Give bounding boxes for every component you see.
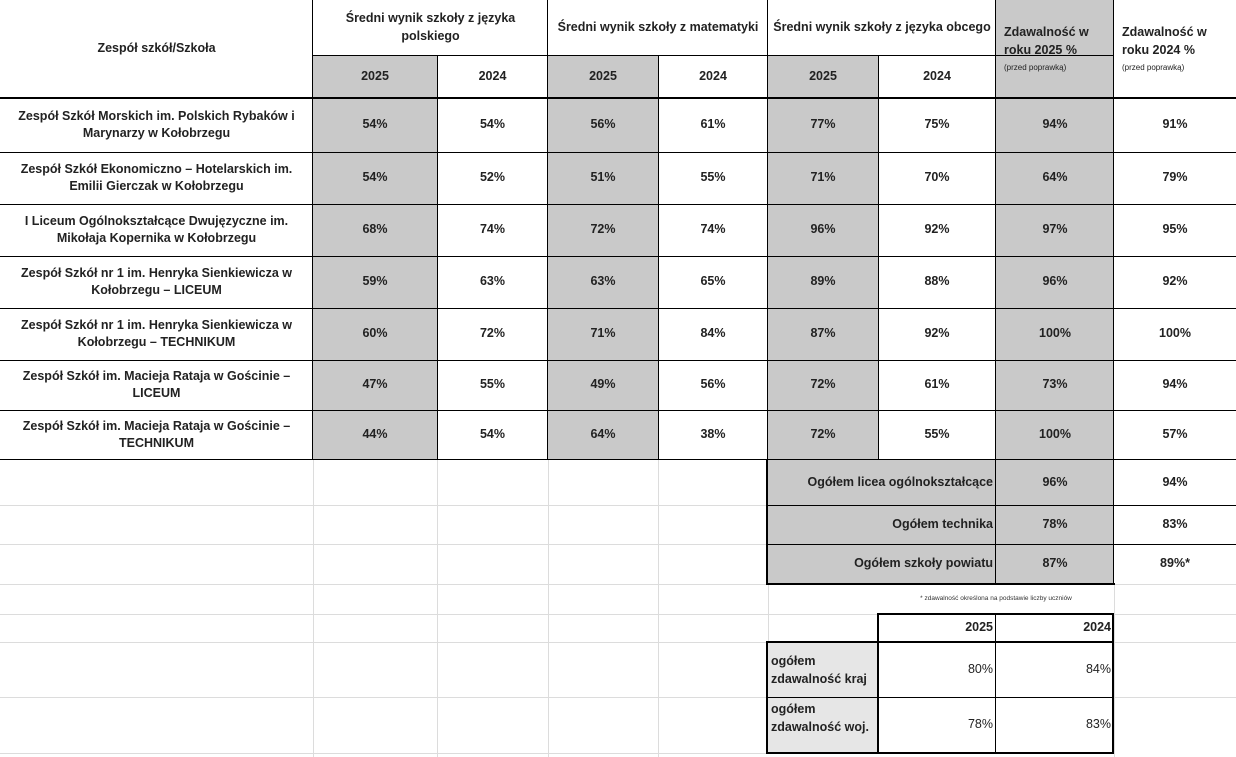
- foreign-header: Średni wynik szkoły z języka obcego: [773, 19, 991, 34]
- total-tech-2025: 78%: [1042, 516, 1068, 531]
- national-country-2025: 80%: [967, 661, 993, 676]
- national-country-label: ogółem zdawalność kraj: [771, 654, 867, 686]
- pass-2025-label: Zdawalność w roku 2025 %: [1004, 25, 1089, 57]
- score-cell-ob25: 77%: [810, 117, 836, 132]
- national-country-2024: 84%: [1085, 661, 1111, 676]
- score-cell-ob24: 92%: [924, 326, 950, 341]
- score-cell-z25: 100%: [1039, 326, 1071, 341]
- score-cell-ma25: 56%: [590, 117, 616, 132]
- score-cell-pl25: 54%: [362, 117, 388, 132]
- score-cell-ob25: 72%: [810, 427, 836, 442]
- school-name: Zespół Szkół nr 1 im. Henryka Sienkiewicza w Kołobrzegu – LICEUM: [21, 265, 292, 297]
- score-cell-ma24: 84%: [700, 326, 726, 341]
- score-cell-ma24: 65%: [700, 274, 726, 289]
- school-name: Zespół Szkół im. Macieja Rataja w Gościnie – TECHNIKUM: [22, 418, 291, 450]
- math-2024-header: 2024: [699, 68, 727, 83]
- score-cell-pl24: 52%: [479, 170, 506, 185]
- score-cell-pl25: 59%: [362, 274, 388, 289]
- score-cell-pl25: 60%: [362, 326, 388, 341]
- score-cell-ob24: 61%: [924, 377, 950, 392]
- pass-2025-header: [996, 0, 1114, 98]
- score-cell-pl24: 72%: [479, 326, 506, 341]
- polish-header: Średni wynik szkoły z języka polskiego: [345, 11, 516, 43]
- polish-2025-header: 2025: [361, 68, 389, 83]
- score-cell-pl24: 54%: [479, 427, 506, 442]
- footnote: * zdawalność określona na podstawie liczby uczniów: [920, 595, 1072, 603]
- national-region-2025: 78%: [967, 717, 993, 732]
- score-cell-ma24: 55%: [700, 170, 726, 185]
- pass-2025-note: (przed poprawką): [1004, 63, 1067, 73]
- score-cell-ma25: 64%: [590, 427, 616, 442]
- score-cell-ma25: 71%: [590, 326, 616, 341]
- score-cell-pl24: 74%: [479, 222, 506, 237]
- national-region-label: ogółem zdawalność woj.: [771, 702, 869, 734]
- score-cell-z24: 92%: [1162, 274, 1188, 289]
- score-cell-ma25: 63%: [590, 274, 616, 289]
- polish-2024-header: 2024: [478, 68, 507, 83]
- foreign-2025-header: 2025: [809, 68, 837, 83]
- score-cell-ma24: 61%: [700, 117, 726, 132]
- score-cell-ma24: 38%: [700, 427, 726, 442]
- total-all-2025: 87%: [1042, 556, 1068, 571]
- total-tech-2024: 83%: [1162, 516, 1188, 531]
- score-cell-ob25: 96%: [810, 222, 836, 237]
- score-cell-pl25: 47%: [362, 377, 388, 392]
- score-cell-ob24: 55%: [924, 427, 950, 442]
- total-all-2024: 89%*: [1160, 556, 1190, 571]
- score-cell-z25: 64%: [1042, 170, 1068, 185]
- score-cell-z25: 94%: [1042, 117, 1068, 132]
- score-cell-z25: 73%: [1042, 377, 1068, 392]
- score-cell-z25: 100%: [1039, 427, 1071, 442]
- pass-2024-header: [1114, 0, 1236, 98]
- score-cell-ob25: 72%: [810, 377, 836, 392]
- score-cell-ma25: 72%: [590, 222, 616, 237]
- total-lo-label: Ogółem licea ogólnokształcące: [807, 474, 993, 489]
- total-tech-label: Ogółem technika: [892, 516, 993, 531]
- score-cell-ob25: 71%: [810, 170, 836, 185]
- score-cell-ob24: 88%: [924, 274, 950, 289]
- national-region-2024: 83%: [1085, 717, 1111, 732]
- foreign-2024-header: 2024: [923, 68, 951, 83]
- score-cell-z25: 96%: [1042, 274, 1068, 289]
- score-cell-ma24: 74%: [700, 222, 726, 237]
- score-cell-pl24: 55%: [479, 377, 506, 392]
- score-cell-z24: 91%: [1162, 117, 1188, 132]
- score-cell-pl25: 54%: [362, 170, 388, 185]
- school-name: I Liceum Ogólnokształcące Dwujęzyczne im. Mikołaja Kopernika w Kołobrzegu: [24, 213, 289, 245]
- total-lo-2025: 96%: [1042, 474, 1068, 489]
- national-2025-header: 2025: [965, 620, 993, 635]
- score-cell-ob25: 89%: [810, 274, 836, 289]
- math-header: Średni wynik szkoły z matematyki: [557, 19, 759, 34]
- school-name: Zespół Szkół im. Macieja Rataja w Gościnie – LICEUM: [22, 368, 291, 400]
- score-cell-z25: 97%: [1042, 222, 1068, 237]
- score-cell-z24: 100%: [1159, 326, 1191, 341]
- score-cell-z24: 79%: [1162, 170, 1188, 185]
- score-cell-z24: 95%: [1162, 222, 1188, 237]
- score-cell-ob25: 87%: [810, 326, 836, 341]
- score-cell-pl25: 44%: [362, 427, 388, 442]
- score-cell-ob24: 92%: [924, 222, 950, 237]
- score-cell-pl25: 68%: [362, 222, 388, 237]
- total-all-label: Ogółem szkoły powiatu: [854, 556, 993, 571]
- score-cell-ma25: 51%: [590, 170, 616, 185]
- score-cell-ob24: 70%: [924, 170, 950, 185]
- math-2025-header: 2025: [589, 68, 617, 83]
- school-column-header: Zespół szkół/Szkoła: [97, 41, 216, 56]
- pass-2024-note: (przed poprawką): [1122, 63, 1185, 73]
- score-cell-ma25: 49%: [590, 377, 616, 392]
- score-cell-pl24: 54%: [479, 117, 506, 132]
- school-name: Zespół Szkół Ekonomiczno – Hotelarskich im. Emilii Gierczak w Kołobrzegu: [20, 161, 293, 193]
- national-2024-header: 2024: [1083, 620, 1111, 635]
- score-cell-z24: 57%: [1162, 427, 1188, 442]
- school-name: Zespół Szkół nr 1 im. Henryka Sienkiewicza w Kołobrzegu – TECHNIKUM: [21, 317, 292, 349]
- total-lo-2024: 94%: [1162, 474, 1188, 489]
- score-cell-ma24: 56%: [700, 377, 726, 392]
- score-cell-ob24: 75%: [924, 117, 950, 132]
- school-name: Zespół Szkół Morskich im. Polskich Rybaków i Marynarzy w Kołobrzegu: [18, 108, 295, 140]
- score-cell-z24: 94%: [1162, 377, 1188, 392]
- pass-2024-label: Zdawalność w roku 2024 %: [1122, 25, 1207, 57]
- score-cell-pl24: 63%: [479, 274, 506, 289]
